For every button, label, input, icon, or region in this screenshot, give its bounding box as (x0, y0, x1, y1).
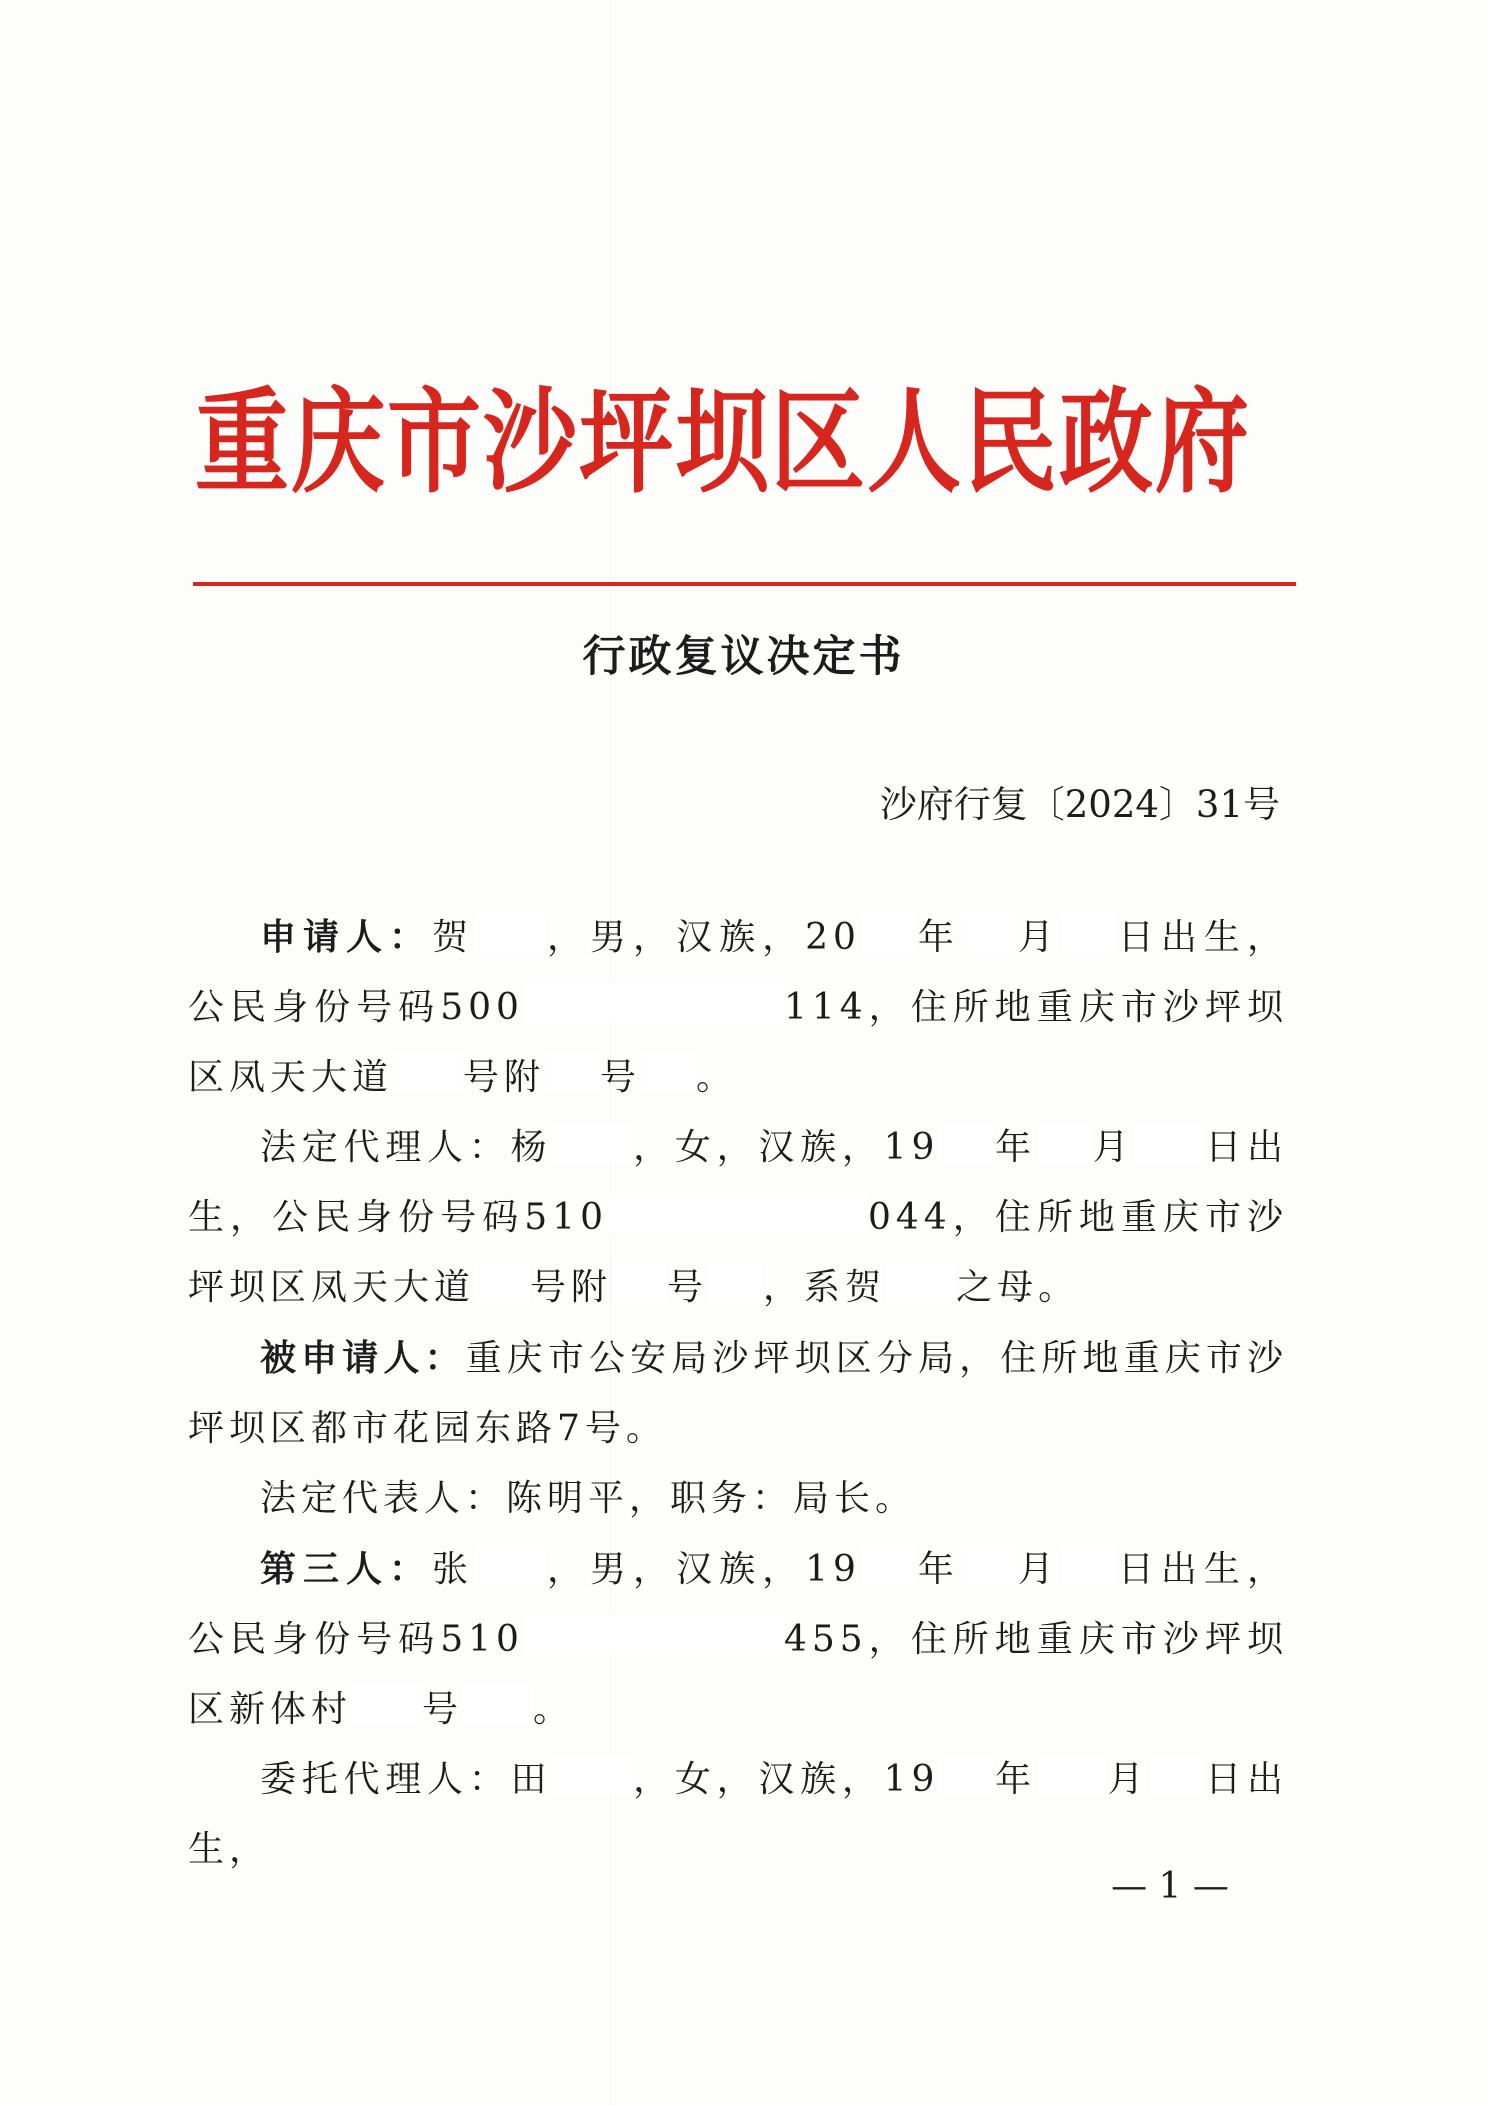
redaction (939, 1123, 994, 1163)
redaction (961, 913, 1016, 953)
text-segment: 。 (533, 1689, 575, 1730)
document-number: 沙府行复〔2024〕31号 (879, 783, 1280, 826)
text-segment: 月 (1106, 1759, 1150, 1800)
text-segment: 日出生，公民身份号码510 (188, 1127, 1288, 1238)
page-number: — 1 — (1111, 1866, 1229, 1907)
redaction (961, 1545, 1016, 1585)
redaction (475, 913, 545, 953)
redaction (524, 1615, 784, 1655)
redaction (393, 1053, 463, 1093)
redaction (608, 1193, 868, 1233)
party-role: 被申请人 (260, 1337, 425, 1379)
redaction (352, 1685, 422, 1725)
text-segment: 月 (1015, 917, 1061, 958)
text-segment: 年 (994, 1127, 1037, 1168)
text-segment: 年 (915, 1549, 961, 1590)
text-segment: ，男，汉族，20 (545, 917, 861, 958)
text-segment: 044，住所地重庆市沙坪坝区凤天大道 (188, 1197, 1288, 1308)
redaction (708, 1263, 763, 1303)
party-role-sep: ： (468, 1127, 511, 1168)
text-segment: 贺 (432, 917, 476, 958)
text-segment: ，女，汉族，19 (632, 1759, 940, 1800)
text-segment: ，女，汉族，19 (632, 1127, 940, 1168)
party-role-sep: ： (465, 1478, 507, 1519)
party-role-sep: ： (468, 1759, 511, 1800)
party-text: 陈明平，职务：局长。 (506, 1478, 917, 1519)
redaction (861, 1545, 916, 1585)
party-role: 法定代表人 (260, 1478, 466, 1519)
party-respondent (188, 1323, 1288, 1464)
text-segment: 114，住所地重庆市沙坪坝区凤天大道 (188, 987, 1289, 1098)
party-role-sep: ： (389, 1548, 433, 1590)
redaction (1061, 1545, 1116, 1585)
redaction (1134, 1123, 1204, 1163)
redaction (545, 1053, 600, 1093)
redaction (524, 983, 784, 1023)
document-body (188, 902, 1288, 1885)
document-title: 行政复议决定书 (582, 632, 905, 682)
text-segment: 日出生，公民身份号码510 (188, 1549, 1288, 1660)
party-third-party (188, 1534, 1288, 1745)
text-segment: 月 (1015, 1549, 1061, 1590)
party-role-sep: ： (389, 916, 433, 958)
text-segment: 月 (1091, 1127, 1135, 1168)
party-role: 第三人 (260, 1548, 390, 1590)
text-segment: 日出生， (188, 1759, 1288, 1870)
party-text: 重庆市公安局沙坪坝区分局，住所地重庆市沙坪坝区都市花园东路7号。 (188, 1338, 1288, 1449)
text-segment: 号 (600, 1057, 642, 1098)
text-segment: 年 (994, 1759, 1037, 1800)
redaction (1037, 1755, 1107, 1795)
text-segment: ，男，汉族，19 (545, 1549, 861, 1590)
text-segment: ，系贺 (763, 1267, 887, 1308)
party-role: 委托代理人 (260, 1759, 469, 1800)
text-segment: 号 (422, 1689, 464, 1730)
redaction (939, 1755, 994, 1795)
redaction (552, 1123, 632, 1163)
text-segment: 日出生，公民身份号码500 (188, 917, 1288, 1028)
redaction (463, 1685, 533, 1725)
redaction (552, 1755, 632, 1795)
redaction (1149, 1755, 1204, 1795)
text-segment: 田 (510, 1759, 553, 1800)
redaction (612, 1263, 667, 1303)
text-segment: 。 (696, 1057, 738, 1098)
party-applicant (188, 902, 1288, 1113)
redaction (861, 913, 916, 953)
party-role: 法定代理人 (260, 1127, 469, 1168)
party-legal-representative (188, 1464, 1288, 1534)
text-segment: 号附 (463, 1057, 546, 1098)
party-legal-guardian (188, 1113, 1288, 1323)
party-role-sep: ： (424, 1337, 466, 1379)
redaction (1061, 913, 1116, 953)
text-segment: 年 (915, 917, 961, 958)
text-segment: 455，住所地重庆市沙坪坝区新体村 (188, 1619, 1289, 1730)
redaction (475, 1545, 545, 1585)
text-segment: 号附 (530, 1267, 613, 1308)
redaction (641, 1053, 696, 1093)
redaction (1037, 1123, 1092, 1163)
party-role: 申请人 (260, 916, 390, 958)
text-segment: 之母。 (956, 1267, 1080, 1308)
red-divider-rule (193, 582, 1296, 586)
redaction (886, 1263, 956, 1303)
redaction (475, 1263, 530, 1303)
issuer-header: 重庆市沙坪坝区人民政府 (195, 377, 1252, 509)
text-segment: 张 (432, 1549, 476, 1590)
text-segment: 号 (667, 1267, 709, 1308)
text-segment: 杨 (510, 1127, 553, 1168)
